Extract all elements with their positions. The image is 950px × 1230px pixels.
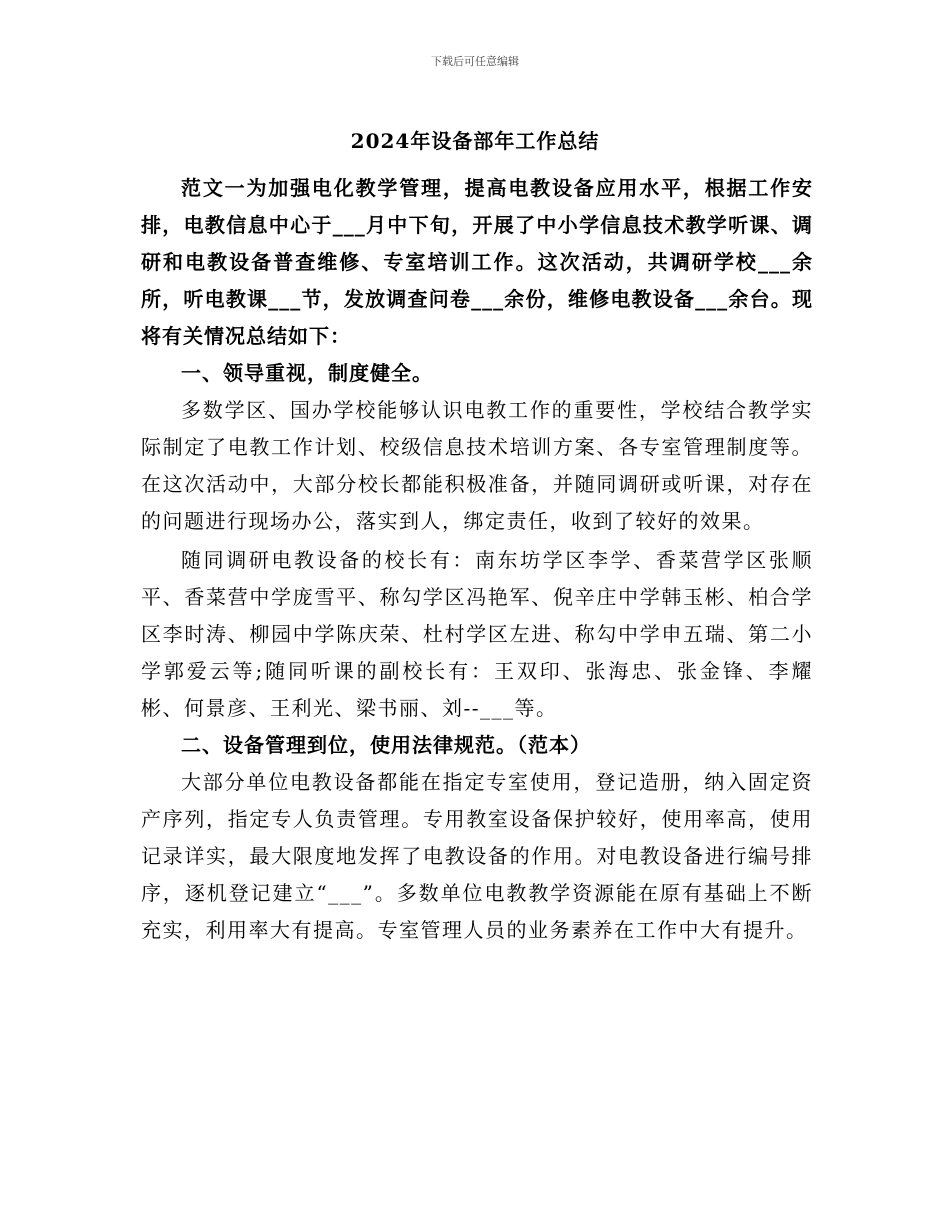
document-title: 2024年设备部年工作总结 <box>350 129 600 153</box>
section-1-paragraph-2: 随同调研电教设备的校长有：南东坊学区李学、香菜营学区张顺平、香菜营中学庞雪平、称勾学区冯艳军、倪辛庄中学韩玉彬、柏合学区李时涛、柳园中学陈庆荣、杜村学区左进、称勾中学申五瑞、第二小学郭爱云等;随同听课的副校长有：王双印、张海忠、张金锋、李耀彬、何景彦、王利光、梁书丽、刘--___等。 <box>141 548 813 720</box>
section-2-heading: 二、设备管理到位，使用法律规范。（范本） <box>181 733 591 757</box>
header-note: 下载后可任意编辑 <box>431 55 519 68</box>
document-body <box>141 170 813 949</box>
section-1-heading: 一、领导重视，制度健全。 <box>181 361 433 385</box>
section-1-paragraph-1: 多数学区、国办学校能够认识电教工作的重要性，学校结合教学实际制定了电教工作计划、校级信息技术培训方案、各专室管理制度等。在这次活动中，大部分校长都能积极准备，并随同调研或听课，对存在的问题进行现场办公，落实到人，绑定责任，收到了较好的效果。 <box>141 398 813 533</box>
intro-paragraph: 范文一为加强电化教学管理，提高电教设备应用水平，根据工作安排，电教信息中心于___月中下旬，开展了中小学信息技术教学听课、调研和电教设备普查维修、专室培训工作。这次活动，共调研学校___余所，听电教课___节，发放调查问卷___余份，维修电教设备___余台。现将有关情况总结如下： <box>141 176 813 348</box>
section-2-paragraph-1: 大部分单位电教设备都能在指定专室使用，登记造册，纳入固定资产序列，指定专人负责管理。专用教室设备保护较好，使用率高，使用记录详实，最大限度地发挥了电教设备的作用。对电教设备进行编号排序，逐机登记建立“___”。多数单位电教教学资源能在原有基础上不断充实，利用率大有提高。专室管理人员的业务素养在工作中大有提升。 <box>141 770 813 942</box>
